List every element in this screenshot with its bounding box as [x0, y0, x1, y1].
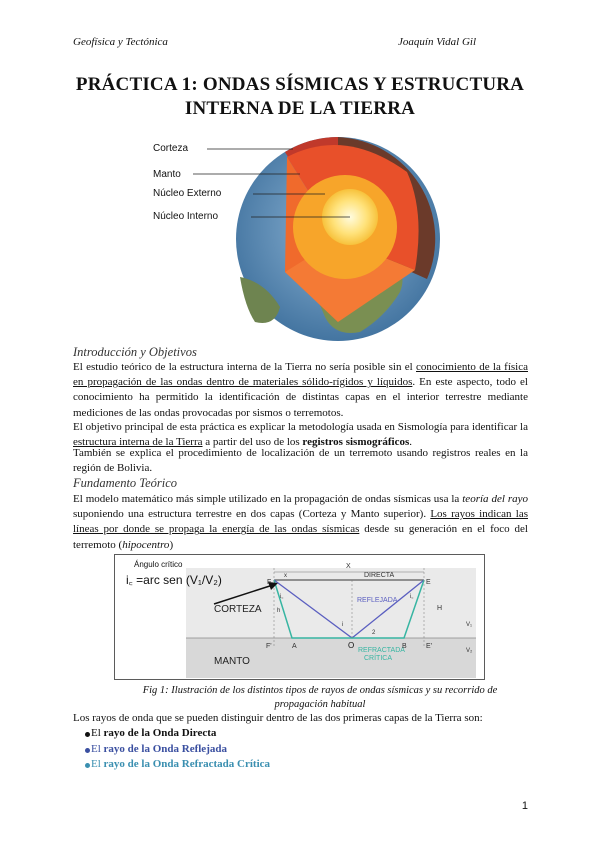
label-directa: DIRECTA: [364, 572, 395, 579]
label-2: 2: [372, 630, 376, 636]
point-F: F: [267, 579, 272, 586]
text-run: El: [91, 727, 104, 739]
label-i: i: [342, 622, 344, 628]
text-run: El: [91, 758, 104, 770]
text-run: El estudio teórico de la estructura interna de la Tierra no sería posible sin el: [73, 361, 417, 373]
earth-cutaway-figure: [145, 132, 465, 342]
list-item: [73, 757, 270, 773]
label-manto: Manto: [153, 169, 181, 180]
rays-intro: Los rayos de onda que se pueden distinguir dentro de las dos primeras capas de la Tierra son:: [73, 712, 483, 724]
point-O: O: [348, 641, 355, 650]
section-heading-intro: Introducción y Objetivos: [73, 345, 197, 359]
section-heading-fundamento: Fundamento Teórico: [73, 476, 178, 490]
fundamento-paragraph: [73, 492, 528, 553]
label-refractada-2: CRÍTICA: [364, 655, 392, 662]
text-run: suponiendo una estructura terrestre en dos capas (Corteza y Manto superior).: [73, 508, 431, 521]
label-ic-left: i꜀: [280, 594, 284, 600]
intro-paragraph-1: [73, 360, 528, 421]
bold-text: rayo de la Onda Reflejada: [103, 742, 227, 755]
caption-line-1: Fig 1: Ilustración de los distintos tipos de rayos de ondas sísmicas y su recorrido de: [142, 685, 498, 696]
italic-text: teoría del rayo: [462, 493, 528, 505]
point-F-prime: F': [266, 643, 272, 650]
underlined-text: conocimiento de la física en propagación de las ondas dentro de materiales sólido-rígidos y líquidos: [73, 361, 528, 389]
point-E: E: [426, 579, 431, 586]
page-number: 1: [521, 800, 528, 812]
corteza-band: [186, 568, 476, 638]
ray-types-list: [73, 726, 270, 773]
point-H: H: [437, 605, 443, 612]
seismic-ray-figure: [114, 554, 485, 680]
point-E-prime: E': [426, 643, 433, 650]
header-left: Geofísica y Tectónica: [73, 36, 168, 48]
title-line-2: INTERNA DE LA TIERRA: [184, 98, 416, 119]
text-run: desde su generación en el foco del terremoto (: [73, 523, 528, 551]
text-run: ): [169, 538, 174, 551]
point-A: A: [292, 643, 297, 650]
label-corteza-layer: CORTEZA: [214, 604, 262, 615]
bold-text: rayo de la Onda Directa: [103, 727, 217, 739]
intro-paragraph-3: También se explica el procedimiento de localización de un terremoto usando registros reales en la región de Bolivia.: [73, 447, 528, 475]
bullet-icon: [85, 732, 90, 737]
label-v1: V₁: [466, 622, 473, 628]
title-line-1: PRÁCTICA 1: ONDAS SÍSMICAS Y ESTRUCTURA: [75, 74, 525, 95]
point-x-small: x: [284, 573, 287, 579]
text-run: El: [91, 742, 104, 755]
text-run: .: [409, 436, 412, 449]
label-corteza: Corteza: [153, 143, 189, 154]
bold-text: rayo de la Onda Refractada Crítica: [103, 758, 271, 770]
underlined-text: estructura interna de la Tierra: [73, 436, 203, 449]
text-run: . En este aspecto, todo el conocimiento ha permitido la identificación de distintas capas en el interior terrestre mediante mediciones de las ondas provocadas por sismos o terremotos.: [73, 376, 528, 419]
list-item: [73, 742, 270, 758]
label-manto-layer: MANTO: [214, 656, 250, 667]
label-nucleo-externo: Núcleo Externo: [153, 188, 222, 199]
label-refractada-1: REFRACTADA: [358, 647, 405, 654]
formula: i꜀ =arc sen (V₁/V₂): [126, 573, 222, 587]
label-reflejada: REFLEJADA: [357, 597, 398, 604]
figure-caption: [120, 684, 520, 712]
text-run: El modelo matemático más simple utilizado en la propagación de ondas sísmicas usa la: [73, 493, 463, 505]
header-right: Joaquín Vidal Gil: [398, 36, 477, 48]
underlined-text: Los rayos indican las líneas por donde se propaga la energía de las ondas sísmicas: [73, 508, 528, 536]
bold-text: registros sismográficos: [302, 436, 410, 449]
list-item: [73, 726, 270, 742]
bullet-icon: [85, 763, 90, 768]
bullet-icon: [85, 748, 90, 753]
page-title: [0, 73, 600, 121]
text-run: El objetivo principal de esta práctica es explicar la metodología usada en Sismología para identificar la: [73, 421, 528, 433]
angle-label: Ángulo crítico: [134, 560, 183, 569]
italic-text: hipocentro: [122, 538, 170, 551]
point-X: X: [346, 563, 351, 570]
text-run: a partir del uso de los: [202, 436, 303, 449]
point-h: h: [277, 608, 281, 614]
label-ic-right: i꜀: [410, 594, 414, 600]
point-B: B: [402, 643, 407, 650]
label-nucleo-interno: Núcleo Interno: [153, 211, 219, 222]
caption-line-2: propagación habitual: [274, 699, 366, 710]
label-v2: V₂: [466, 648, 473, 654]
